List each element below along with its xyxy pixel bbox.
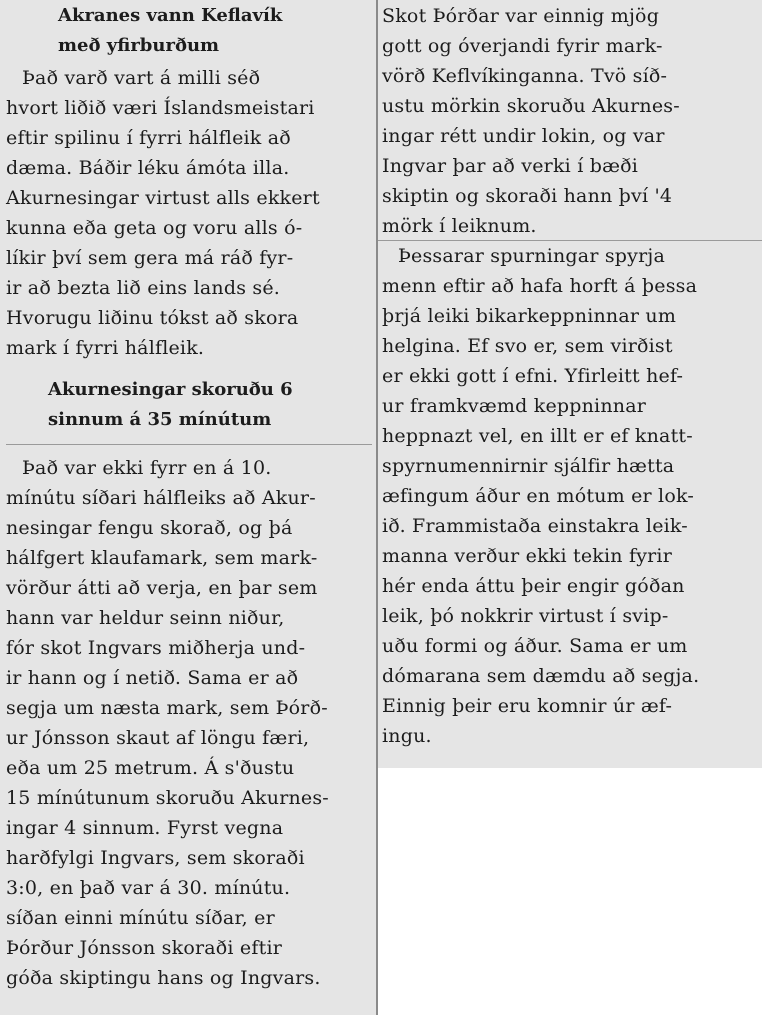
text-line: eftir spilinu í fyrri hálfleik að xyxy=(6,127,291,149)
text-line: kunna eða geta og voru alls ó- xyxy=(6,217,303,239)
text-line: líkir því sem gera má ráð fyr- xyxy=(6,247,294,269)
text-line: menn eftir að hafa horft á þessa xyxy=(382,275,698,297)
text-line: vörður átti að verja, en þar sem xyxy=(6,577,318,599)
text-line: ir að bezta lið eins lands sé. xyxy=(6,277,281,299)
text-line: spyrnumennirnir sjálfir hætta xyxy=(382,455,675,477)
text-line: leik, þó nokkrir virtust í svip- xyxy=(382,605,669,627)
text-line: er ekki gott í efni. Yfirleitt hef- xyxy=(382,365,684,387)
subheading-line-2: sinnum á 35 mínútum xyxy=(48,409,272,430)
text-line: nesingar fengu skorað, og þá xyxy=(6,517,293,539)
text-line: uðu formi og áður. Sama er um xyxy=(382,635,688,657)
article-column-left xyxy=(0,0,378,1015)
text-line: ið. Frammistaða einstakra leik- xyxy=(382,515,688,537)
headline-line-1: Akranes vann Keflavík xyxy=(58,5,283,26)
text-line: skiptin og skoraði hann því '4 xyxy=(382,185,673,207)
text-line: Skot Þórðar var einnig mjög xyxy=(382,5,660,27)
text-line: Ingvar þar að verki í bæði xyxy=(382,155,639,177)
text-line: eða um 25 metrum. Á s'ðustu xyxy=(6,757,295,779)
text-line: ur Jónsson skaut af löngu færi, xyxy=(6,727,310,749)
text-line: ingar rétt undir lokin, og var xyxy=(382,125,665,147)
text-line: hálfgert klaufamark, sem mark- xyxy=(6,547,318,569)
text-line: ir hann og í netið. Sama er að xyxy=(6,667,299,689)
text-line: vörð Keflvíkinganna. Tvö síð- xyxy=(382,65,668,87)
text-line: 3:0, en það var á 30. mínútu. xyxy=(6,877,291,899)
text-line: fór skot Ingvars miðherja und- xyxy=(6,637,306,659)
text-line: manna verður ekki tekin fyrir xyxy=(382,545,672,567)
text-line: ingar 4 sinnum. Fyrst vegna xyxy=(6,817,284,839)
section-divider xyxy=(6,444,372,445)
text-line: góða skiptingu hans og Ingvars. xyxy=(6,967,321,989)
text-line: 15 mínútunum skoruðu Akurnes- xyxy=(6,787,329,809)
text-line: helgina. Ef svo er, sem virðist xyxy=(382,335,673,357)
text-line: hann var heldur seinn niður, xyxy=(6,607,285,629)
text-line: mark í fyrri hálfleik. xyxy=(6,337,205,359)
text-line: hér enda áttu þeir engir góðan xyxy=(382,575,685,597)
headline-line-2: með yfirburðum xyxy=(58,35,220,56)
text-line: Þessarar spurningar spyrja xyxy=(398,245,665,267)
text-line: hvort liðið væri Íslandsmeistari xyxy=(6,97,315,119)
text-line: síðan einni mínútu síðar, er xyxy=(6,907,275,929)
text-line: Akurnesingar virtust alls ekkert xyxy=(6,187,320,209)
text-line: dómarana sem dæmdu að segja. xyxy=(382,665,700,687)
text-line: ustu mörkin skoruðu Akurnes- xyxy=(382,95,680,117)
text-line: segja um næsta mark, sem Þórð- xyxy=(6,697,328,719)
text-line: heppnazt vel, en illt er ef knatt- xyxy=(382,425,693,447)
text-line: gott og óverjandi fyrir mark- xyxy=(382,35,663,57)
paragraph-divider xyxy=(378,240,762,241)
text-line: Einnig þeir eru komnir úr æf- xyxy=(382,695,673,717)
text-line: harðfylgi Ingvars, sem skoraði xyxy=(6,847,305,869)
text-line: æfingum áður en mótum er lok- xyxy=(382,485,694,507)
text-line: Þórður Jónsson skoraði eftir xyxy=(6,937,283,959)
text-line: ingu. xyxy=(382,725,432,747)
article-column-right xyxy=(378,0,762,768)
subheading-line-1: Akurnesingar skoruðu 6 xyxy=(48,379,293,400)
text-line: þrjá leiki bikarkeppninnar um xyxy=(382,305,677,327)
text-line: mínútu síðari hálfleiks að Akur- xyxy=(6,487,316,509)
text-line: Það varð vart á milli séð xyxy=(22,67,261,89)
text-line: ur framkvæmd keppninnar xyxy=(382,395,647,417)
text-line: Það var ekki fyrr en á 10. xyxy=(22,457,272,479)
text-line: mörk í leiknum. xyxy=(382,215,537,237)
text-line: dæma. Báðir léku ámóta illa. xyxy=(6,157,290,179)
text-line: Hvorugu liðinu tókst að skora xyxy=(6,307,299,329)
